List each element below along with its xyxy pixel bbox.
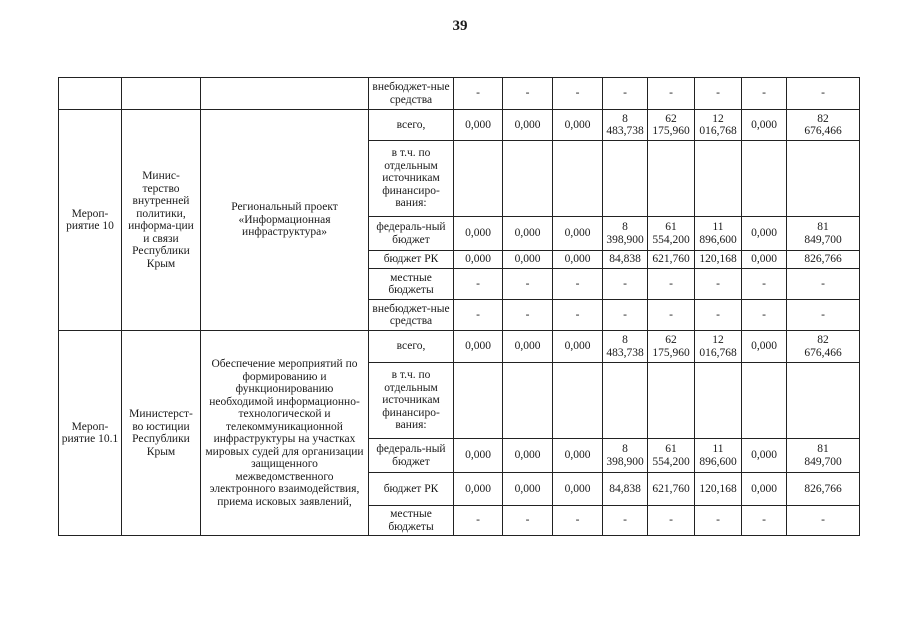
source-label: в т.ч. по отдельным источникам финансиро-вания: [369,141,454,217]
value-cell: 0,000 [553,217,603,251]
value-cell: - [603,269,648,300]
value-cell: - [787,300,860,331]
value-cell: - [454,300,503,331]
value-cell: 0,000 [553,473,603,506]
value-cell: 0,000 [454,251,503,269]
value-cell [603,363,648,439]
value-cell [742,141,787,217]
value-cell: - [648,269,695,300]
source-label: местные бюджеты [369,506,454,536]
value-cell [553,141,603,217]
value-cell: - [787,269,860,300]
value-cell: 0,000 [454,331,503,363]
value-cell: 61 554,200 [648,217,695,251]
value-cell: - [648,506,695,536]
value-cell: - [695,269,742,300]
value-cell: 0,000 [454,439,503,473]
value-cell: - [503,300,553,331]
value-cell: 621,760 [648,473,695,506]
value-cell: 0,000 [503,331,553,363]
value-cell: - [603,300,648,331]
value-cell: 826,766 [787,473,860,506]
source-label: федераль-ный бюджет [369,439,454,473]
table-row [59,78,860,110]
value-cell: - [787,506,860,536]
value-cell: 0,000 [742,217,787,251]
continuation-description-cell [201,78,369,110]
value-cell: - [603,506,648,536]
value-cell: - [603,78,648,110]
value-cell: 0,000 [503,473,553,506]
value-cell: 621,760 [648,251,695,269]
value-cell: 0,000 [553,110,603,141]
value-cell: - [503,269,553,300]
value-cell [742,363,787,439]
value-cell: 61 554,200 [648,439,695,473]
value-cell: 62 175,960 [648,331,695,363]
value-cell: 0,000 [503,217,553,251]
value-cell: 0,000 [742,473,787,506]
executor-name: Минис-терство внутренней политики, информа-ции и связи Республики Крым [122,110,201,331]
value-cell: 11 896,600 [695,439,742,473]
value-cell: - [553,300,603,331]
table-row [59,331,860,363]
value-cell: - [648,300,695,331]
value-cell: 8 483,738 [603,331,648,363]
value-cell: 8 483,738 [603,110,648,141]
value-cell: - [454,78,503,110]
source-label: федераль-ный бюджет [369,217,454,251]
value-cell: - [553,269,603,300]
value-cell: 0,000 [503,439,553,473]
value-cell [553,363,603,439]
value-cell: - [454,269,503,300]
value-cell: 0,000 [553,439,603,473]
value-cell: 0,000 [454,110,503,141]
event-description: Обеспечение мероприятий по формированию и функционированию необходимой информационно-технологической и телекоммуникационной инфраструктуры на участках мировых судей для организации защищенного межведомственного электронного взаимодействия, приема исковых заявлений, [201,331,369,536]
source-label: бюджет РК [369,251,454,269]
value-cell: - [503,506,553,536]
value-cell: - [695,300,742,331]
value-cell: 0,000 [503,251,553,269]
value-cell: 826,766 [787,251,860,269]
value-cell [503,363,553,439]
source-label: бюджет РК [369,473,454,506]
value-cell: 81 849,700 [787,439,860,473]
value-cell: 84,838 [603,473,648,506]
value-cell: 84,838 [603,251,648,269]
value-cell: 12 016,768 [695,331,742,363]
value-cell: - [503,78,553,110]
source-label: внебюджет-ные средства [369,78,454,110]
value-cell: 0,000 [553,251,603,269]
value-cell [454,363,503,439]
value-cell: 62 175,960 [648,110,695,141]
budget-table [58,77,860,536]
source-label: в т.ч. по отдельным источникам финансиро-вания: [369,363,454,439]
value-cell: - [553,78,603,110]
value-cell: 0,000 [742,439,787,473]
value-cell: 8 398,900 [603,217,648,251]
value-cell [648,141,695,217]
event-label: Мероп-риятие 10 [59,110,122,331]
executor-name: Министерст-во юстиции Республики Крым [122,331,201,536]
value-cell [603,141,648,217]
value-cell: 120,168 [695,251,742,269]
value-cell [787,141,860,217]
page-number: 39 [452,18,468,34]
event-label: Мероп-риятие 10.1 [59,331,122,536]
source-label: местные бюджеты [369,269,454,300]
value-cell: - [695,506,742,536]
table-row [59,110,860,141]
source-label: внебюджет-ные средства [369,300,454,331]
value-cell: 81 849,700 [787,217,860,251]
value-cell: 0,000 [742,110,787,141]
value-cell: 8 398,900 [603,439,648,473]
value-cell: 82 676,466 [787,110,860,141]
continuation-executor-cell [122,78,201,110]
value-cell [503,141,553,217]
value-cell: 0,000 [503,110,553,141]
value-cell: - [742,300,787,331]
value-cell: - [742,78,787,110]
value-cell: - [787,78,860,110]
value-cell [695,141,742,217]
value-cell: 120,168 [695,473,742,506]
value-cell [454,141,503,217]
value-cell: - [648,78,695,110]
value-cell: 0,000 [454,473,503,506]
value-cell: - [742,269,787,300]
continuation-label-cell [59,78,122,110]
value-cell [787,363,860,439]
value-cell: - [454,506,503,536]
value-cell: - [553,506,603,536]
event-description: Региональный проект «Информационная инфраструктура» [201,110,369,331]
value-cell: 82 676,466 [787,331,860,363]
value-cell: 11 896,600 [695,217,742,251]
source-label: всего, [369,110,454,141]
source-label: всего, [369,331,454,363]
value-cell: - [695,78,742,110]
value-cell [695,363,742,439]
value-cell: 0,000 [742,251,787,269]
value-cell: 0,000 [553,331,603,363]
value-cell: 12 016,768 [695,110,742,141]
value-cell [648,363,695,439]
value-cell: - [742,506,787,536]
value-cell: 0,000 [742,331,787,363]
value-cell: 0,000 [454,217,503,251]
